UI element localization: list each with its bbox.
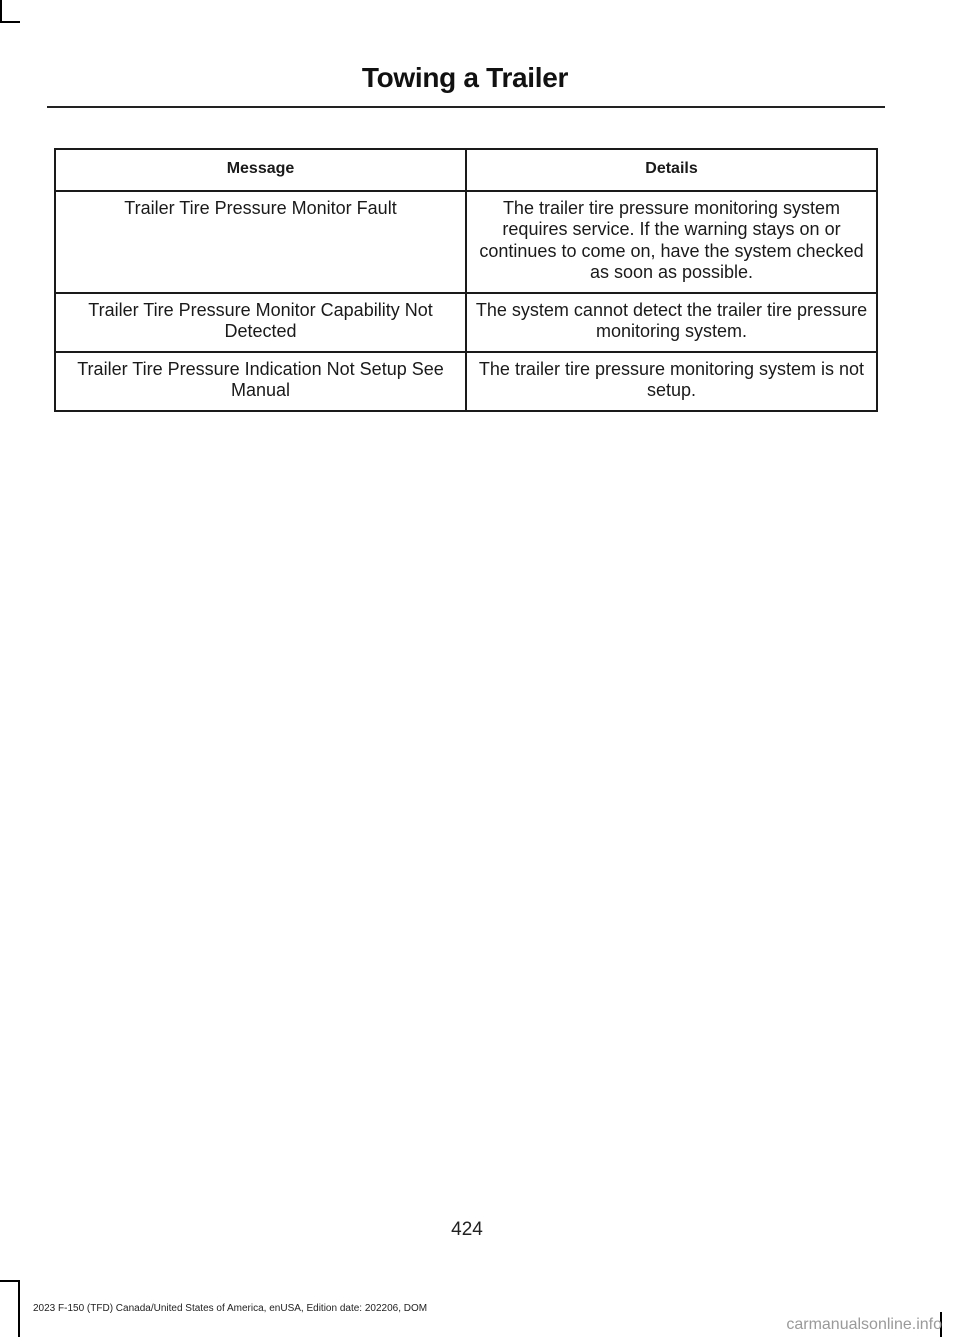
details-cell: The trailer tire pressure monitoring system is not setup. <box>466 352 877 411</box>
details-cell: The trailer tire pressure monitoring system requires service. If the warning stays on or continues to come on, have the system checked as soon as possible. <box>466 191 877 293</box>
crop-mark-bottom-left-horizontal <box>0 1280 20 1282</box>
message-table <box>54 148 878 412</box>
crop-mark-top-left-vertical <box>0 0 2 22</box>
message-cell: Trailer Tire Pressure Monitor Capability Not Detected <box>55 293 466 352</box>
table-row <box>55 191 877 293</box>
crop-mark-top-left-horizontal <box>0 21 20 23</box>
page-title: Towing a Trailer <box>361 62 569 93</box>
title-divider <box>47 106 885 108</box>
details-cell: The system cannot detect the trailer tire pressure monitoring system. <box>466 293 877 352</box>
table-header-row <box>55 149 877 191</box>
table-row <box>55 293 877 352</box>
message-cell: Trailer Tire Pressure Monitor Fault <box>55 191 466 293</box>
message-cell: Trailer Tire Pressure Indication Not Setup See Manual <box>55 352 466 411</box>
column-header-details: Details <box>466 149 877 191</box>
table-row <box>55 352 877 411</box>
edition-footer: 2023 F-150 (TFD) Canada/United States of America, enUSA, Edition date: 202206, DOM <box>33 1303 428 1314</box>
page-number: 424 <box>451 1219 483 1240</box>
watermark: carmanualsonline.info <box>786 1316 942 1333</box>
column-header-message: Message <box>55 149 466 191</box>
crop-mark-bottom-left-vertical <box>18 1280 20 1337</box>
